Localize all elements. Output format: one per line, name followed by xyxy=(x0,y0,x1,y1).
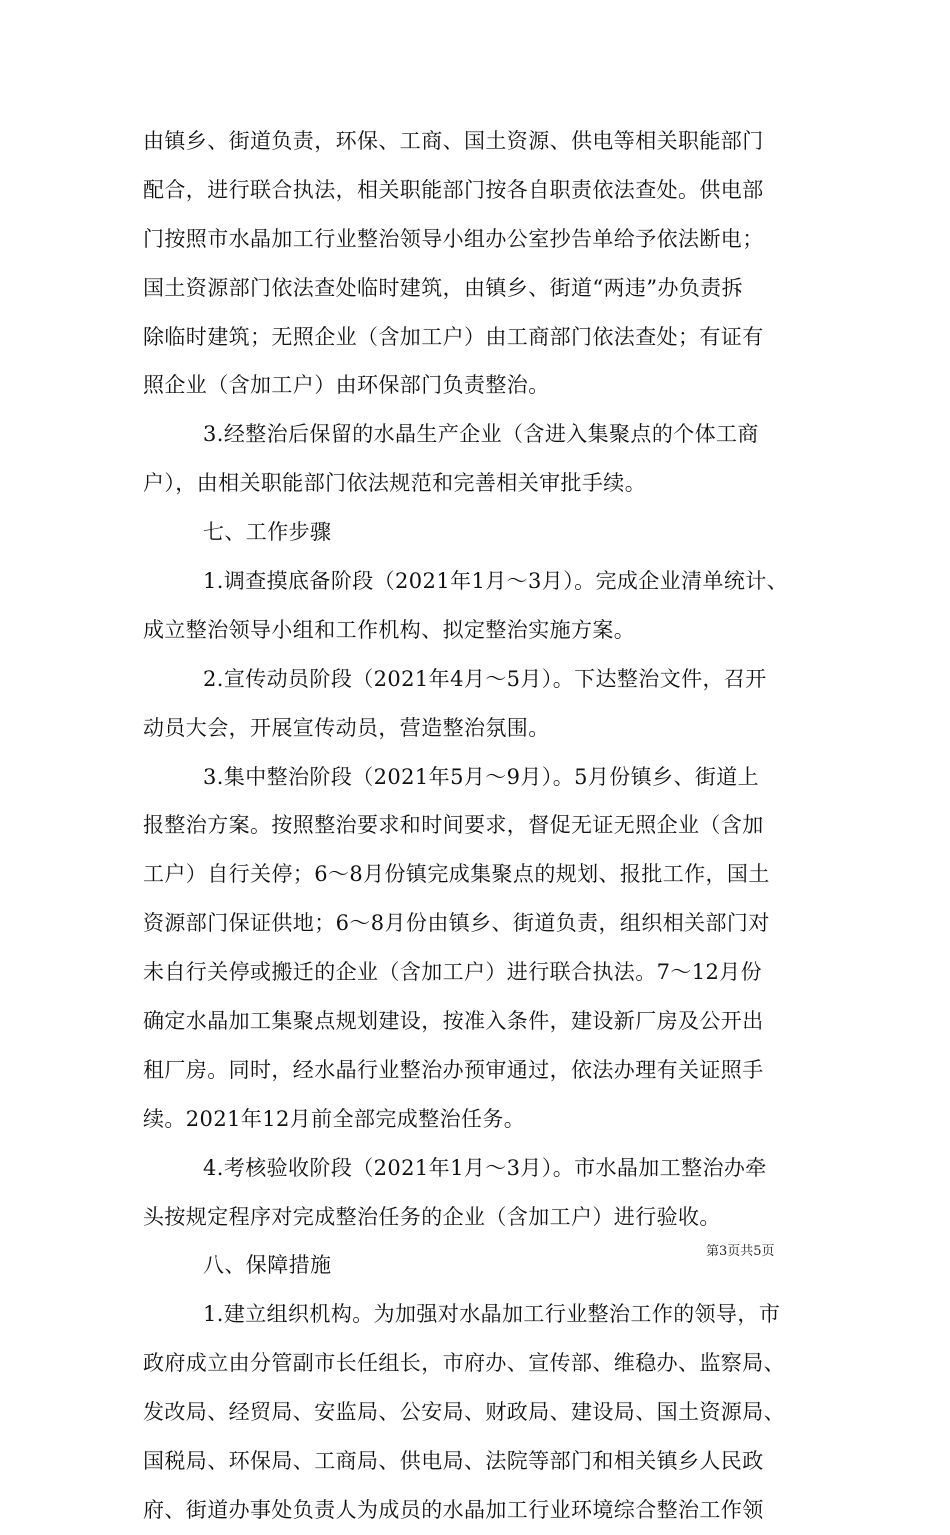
text-line: 头按规定程序对完成整治任务的企业（含加工户）进行验收。 xyxy=(143,1204,721,1229)
text-line: 政府成立由分管副市长任组长，市府办、宣传部、维稳办、监察局、 xyxy=(143,1351,785,1376)
text-line: 国土资源部门依法查处临时建筑，由镇乡、街道“两违”办负责拆 xyxy=(143,275,744,300)
text-line: 未自行关停或搬迁的企业（含加工户）进行联合执法。7～12月份 xyxy=(143,960,763,985)
text-line: 门按照市水晶加工行业整治领导小组办公室抄告单给予依法断电； xyxy=(143,226,764,251)
document-body xyxy=(143,117,823,1535)
text-line: 确定水晶加工集聚点规划建设，按准入条件，建设新厂房及公开出 xyxy=(143,1009,764,1034)
text-line: 户），由相关职能部门依法规范和完善相关审批手续。 xyxy=(143,471,647,496)
text-line: 报整治方案。按照整治要求和时间要求，督促无证无照企业（含加 xyxy=(143,813,764,838)
text-line: 1.调查摸底备阶段（2021年1月～3月）。完成企业清单统计、 xyxy=(203,569,789,594)
text-line: 发改局、经贸局、安监局、公安局、财政局、建设局、国土资源局、 xyxy=(143,1400,785,1425)
text-line: 1.建立组织机构。为加强对水晶加工行业整治工作的领导，市 xyxy=(203,1302,781,1327)
text-line: 配合，进行联合执法，相关职能部门按各自职责依法查处。供电部 xyxy=(143,177,764,202)
text-line: 八、保障措施 xyxy=(203,1253,332,1278)
text-line: 照企业（含加工户）由环保部门负责整治。 xyxy=(143,373,550,398)
text-line: 续。2021年12月前全部完成整治任务。 xyxy=(143,1106,526,1131)
text-line: 动员大会，开展宣传动员，营造整治氛围。 xyxy=(143,715,550,740)
text-line: 4.考核验收阶段（2021年1月～3月）。市水晶加工整治办牵 xyxy=(203,1155,767,1180)
text-line: 2.宣传动员阶段（2021年4月～5月）。下达整治文件，召开 xyxy=(203,666,767,691)
text-line: 七、工作步骤 xyxy=(203,520,332,545)
text-line: 除临时建筑；无照企业（含加工户）由工商部门依法查处；有证有 xyxy=(143,324,764,349)
text-line: 国税局、环保局、工商局、供电局、法院等部门和相关镇乡人民政 xyxy=(143,1449,764,1474)
text-line: 3.集中整治阶段（2021年5月～9月）。5月份镇乡、街道上 xyxy=(203,764,760,789)
text-line: 府、街道办事处负责人为成员的水晶加工行业环境综合整治工作领 xyxy=(143,1497,764,1522)
page-number: 第3页共5页 xyxy=(706,1244,775,1259)
text-line: 资源部门保证供地；6～8月份由镇乡、街道负责，组织相关部门对 xyxy=(143,911,770,936)
text-line: 工户）自行关停；6～8月份镇完成集聚点的规划、报批工作，国土 xyxy=(143,862,770,887)
text-line: 由镇乡、街道负责，环保、工商、国土资源、供电等相关职能部门 xyxy=(143,129,764,153)
text-line: 租厂房。同时，经水晶行业整治办预审通过，依法办理有关证照手 xyxy=(143,1057,764,1082)
text-line: 成立整治领导小组和工作机构、拟定整治实施方案。 xyxy=(143,617,636,642)
text-line: 3.经整治后保留的水晶生产企业（含进入集聚点的个体工商 xyxy=(203,422,759,447)
